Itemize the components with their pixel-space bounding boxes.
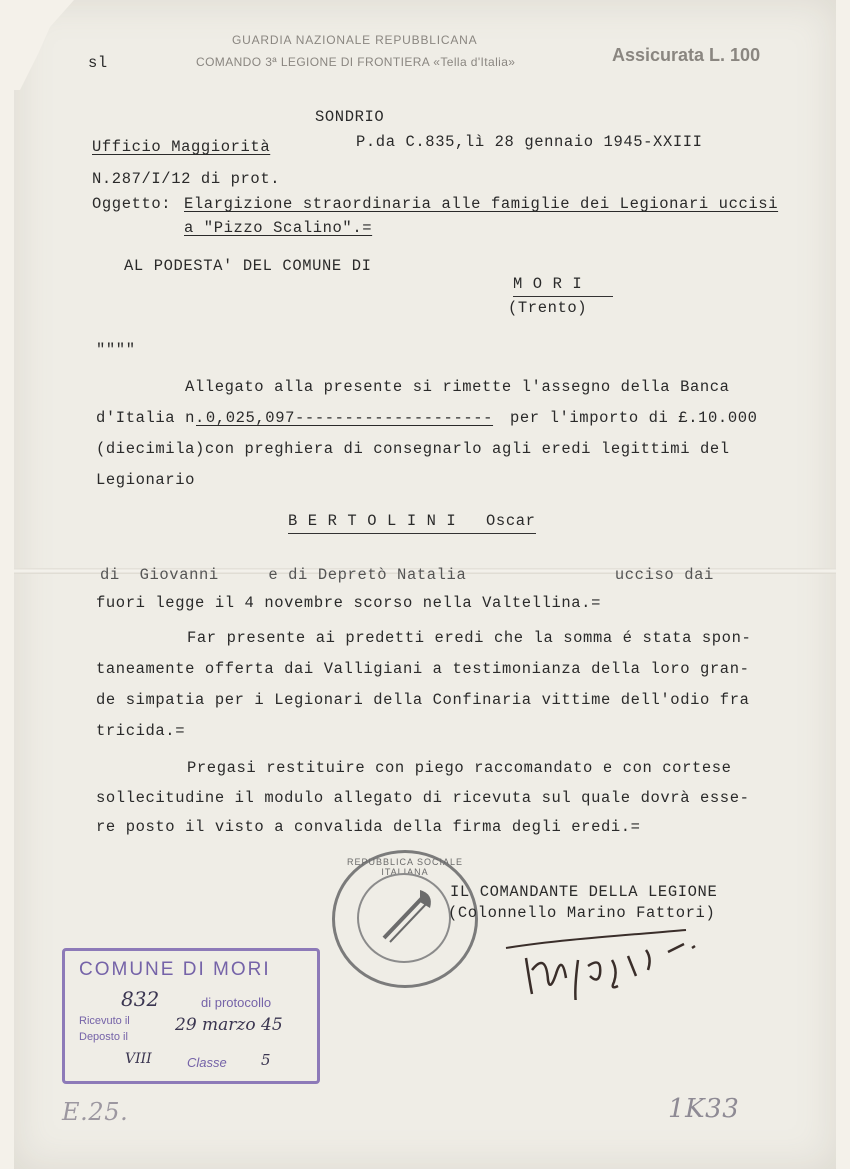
cheque-number: 0,025,097-------------------- bbox=[196, 409, 494, 427]
paragraph1-line1: Allegato alla presente si rimette l'assegno della Banca bbox=[185, 378, 730, 396]
seal-text: REPUBBLICA SOCIALE ITALIANA bbox=[346, 857, 464, 877]
stamp-filed-label: Deposto il bbox=[79, 1031, 128, 1043]
paragraph2-line2: taneamente offerta dai Valligiani a testimonianza della loro gran- bbox=[96, 660, 750, 678]
city-heading: SONDRIO bbox=[315, 108, 385, 126]
protocol-number: N.287/I/12 di prot. bbox=[92, 170, 281, 188]
stamp-class-label: Classe bbox=[187, 1055, 227, 1070]
quote-marks: """" bbox=[96, 341, 136, 359]
municipal-stamp bbox=[62, 948, 320, 1084]
paragraph3-line3: re posto il visto a convalida della firma degli eredi.= bbox=[96, 818, 641, 836]
parents-line: di Giovanni e di Depretò Natalia ucciso dai bbox=[100, 566, 714, 584]
handwritten-signature bbox=[496, 920, 726, 1000]
stamp-received-date: 29 marzo 45 bbox=[175, 1015, 283, 1035]
paragraph1-line3: (diecimila)con preghiera di consegnarlo agli eredi legittimi del bbox=[96, 440, 730, 458]
legionary-name: B E R T O L I N I Oscar bbox=[288, 514, 536, 534]
subject-line-2: a "Pizzo Scalino".= bbox=[184, 219, 373, 237]
paragraph1-line2-start: d'Italia n. bbox=[96, 409, 205, 427]
paragraph2-line1: Far presente ai predetti eredi che la somma é stata spon- bbox=[187, 629, 752, 647]
letterhead-line-1: GUARDIA NAZIONALE REPUBBLICANA bbox=[232, 33, 478, 47]
letterhead-line-2: COMANDO 3ª LEGIONE DI FRONTIERA «Tella d'Italia» bbox=[196, 55, 516, 69]
paragraph3-line1: Pregasi restituire con piego raccomandato e con cortese bbox=[187, 759, 732, 777]
insured-stamp: Assicurata L. 100 bbox=[612, 45, 761, 65]
signatory-name: (Colonnello Marino Fattori) bbox=[448, 904, 716, 922]
corner-reference: sl bbox=[88, 54, 108, 72]
subject-line-1: Elargizione straordinaria alle famiglie dei Legionari uccisi bbox=[184, 195, 779, 213]
cheque-amount: per l'importo di £.10.000 bbox=[510, 409, 758, 427]
stamp-title: COMUNE DI MORI bbox=[79, 959, 271, 980]
archive-mark-right: 1K33 bbox=[668, 1094, 740, 1124]
stamp-category: VIII bbox=[125, 1051, 152, 1067]
office-label: Ufficio Maggiorità bbox=[92, 138, 271, 156]
recipient-town: M O R I bbox=[513, 277, 613, 297]
stamp-protocol-number: 832 bbox=[121, 987, 160, 1011]
paragraph2-line4: tricida.= bbox=[96, 722, 186, 740]
paragraph2-line3: de simpatia per i Legionari della Confinaria vittime dell'odio fra bbox=[96, 691, 750, 709]
paragraph3-line2: sollecitudine il modulo allegato di ricevuta sul quale dovrà esse- bbox=[96, 789, 750, 807]
archive-mark-left: E.25. bbox=[62, 1098, 129, 1126]
signatory-title: IL COMANDANTE DELLA LEGIONE bbox=[450, 883, 718, 901]
stamp-class-value: 5 bbox=[261, 1051, 271, 1069]
stamp-protocol-label: di protocollo bbox=[201, 995, 272, 1010]
subject-label: Oggetto: bbox=[92, 195, 172, 213]
recipient-province: (Trento) bbox=[508, 299, 588, 317]
paragraph1-line6: fuori legge il 4 novembre scorso nella Valtellina.= bbox=[96, 594, 601, 612]
stamp-received-label: Ricevuto il bbox=[79, 1015, 130, 1027]
paragraph1-line4: Legionario bbox=[96, 471, 196, 489]
recipient-line: AL PODESTA' DEL COMUNE DI bbox=[124, 257, 372, 275]
place-date: P.da C.835,lì 28 gennaio 1945-XXIII bbox=[356, 133, 703, 151]
